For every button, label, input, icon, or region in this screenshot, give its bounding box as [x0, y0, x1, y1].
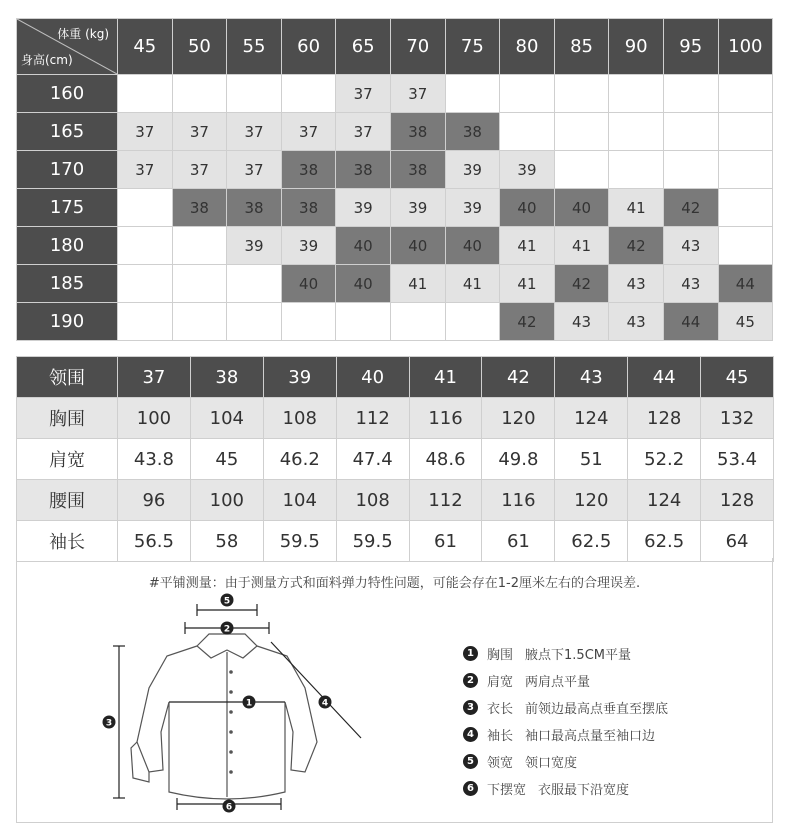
measurement-value: 112	[336, 398, 409, 439]
legend-name: 领宽	[487, 756, 514, 771]
measurement-value: 124	[628, 480, 701, 521]
measurement-value: 120	[482, 398, 555, 439]
collar-size-header: 43	[555, 357, 628, 398]
measurement-markers	[103, 594, 332, 813]
legend-name: 胸围	[487, 648, 514, 663]
legend-item	[463, 748, 668, 775]
size-cell: 44	[718, 265, 773, 303]
measurement-label: 胸围	[17, 398, 118, 439]
shirt-diagram	[97, 592, 387, 818]
weight-header: 90	[609, 19, 664, 75]
size-cell: 40	[281, 265, 336, 303]
legend-item	[463, 667, 668, 694]
size-cell: 43	[663, 265, 718, 303]
height-axis-label: 身高(cm)	[21, 53, 73, 67]
legend-number: 6	[463, 781, 478, 796]
size-cell: 37	[118, 151, 173, 189]
collar-size-header: 39	[263, 357, 336, 398]
measurement-value: 46.2	[263, 439, 336, 480]
measurement-value: 52.2	[628, 439, 701, 480]
marker-shoulder-width	[221, 622, 234, 635]
size-cell: 37	[172, 151, 227, 189]
size-cell: 44	[663, 303, 718, 341]
legend-description: 前领边最高点垂直至摆底	[525, 702, 669, 717]
size-cell: 39	[336, 189, 391, 227]
size-cell: 37	[227, 113, 282, 151]
legend-number: 3	[463, 700, 478, 715]
marker-chest	[243, 696, 256, 709]
size-lookup-corner-cell	[17, 19, 118, 75]
size-cell	[663, 113, 718, 151]
size-cell	[718, 189, 773, 227]
marker-label: 4	[321, 698, 329, 709]
marker-label: 3	[105, 718, 113, 729]
measurement-value: 104	[190, 398, 263, 439]
size-cell	[118, 227, 173, 265]
size-cell	[172, 265, 227, 303]
size-cell: 41	[445, 265, 500, 303]
marker-sleeve	[319, 696, 332, 709]
size-cell: 37	[281, 113, 336, 151]
size-cell	[390, 303, 445, 341]
measurement-body	[17, 398, 774, 562]
size-cell	[118, 265, 173, 303]
size-cell: 41	[390, 265, 445, 303]
shirt-outline	[131, 634, 317, 799]
weight-header: 85	[554, 19, 609, 75]
measurement-row	[17, 398, 774, 439]
marker-length	[103, 716, 116, 729]
size-cell: 39	[445, 151, 500, 189]
size-cell: 37	[227, 151, 282, 189]
legend-description: 袖口最高点量至袖口边	[525, 729, 656, 744]
size-cell: 43	[609, 265, 664, 303]
measurement-value: 48.6	[409, 439, 482, 480]
size-cell: 38	[445, 113, 500, 151]
measurement-label: 肩宽	[17, 439, 118, 480]
measurement-label: 袖长	[17, 521, 118, 562]
size-cell: 39	[227, 227, 282, 265]
size-cell: 42	[609, 227, 664, 265]
size-cell	[118, 189, 173, 227]
size-cell: 37	[336, 75, 391, 113]
collar-size-header: 40	[336, 357, 409, 398]
measurement-value: 62.5	[628, 521, 701, 562]
legend-name: 袖长	[487, 729, 514, 744]
collar-size-header: 44	[628, 357, 701, 398]
measurement-value: 112	[409, 480, 482, 521]
size-cell: 39	[445, 189, 500, 227]
collar-size-header: 45	[701, 357, 774, 398]
legend-description: 领口宽度	[525, 756, 578, 771]
size-lookup-row	[17, 113, 773, 151]
size-cell	[500, 113, 555, 151]
measurement-value: 108	[336, 480, 409, 521]
measurement-header-row	[17, 357, 774, 398]
size-lookup-row	[17, 151, 773, 189]
size-cell	[172, 75, 227, 113]
measurement-value: 128	[701, 480, 774, 521]
measurement-value: 43.8	[118, 439, 191, 480]
collar-label: 领围	[17, 357, 118, 398]
size-cell: 42	[500, 303, 555, 341]
measurement-value: 56.5	[118, 521, 191, 562]
collar-size-header: 42	[482, 357, 555, 398]
height-header: 180	[17, 227, 118, 265]
legend-item	[463, 694, 668, 721]
shirt-buttons	[229, 670, 233, 774]
measurement-value: 51	[555, 439, 628, 480]
measurement-value: 116	[409, 398, 482, 439]
size-cell: 43	[609, 303, 664, 341]
weight-header: 70	[390, 19, 445, 75]
size-cell: 41	[554, 227, 609, 265]
legend-description: 衣服最下沿宽度	[538, 783, 630, 798]
size-cell	[609, 75, 664, 113]
size-cell: 40	[445, 227, 500, 265]
measurement-row	[17, 480, 774, 521]
weight-header: 75	[445, 19, 500, 75]
size-lookup-table	[16, 18, 773, 341]
measurement-value: 124	[555, 398, 628, 439]
measurement-value: 59.5	[263, 521, 336, 562]
measurement-value: 116	[482, 480, 555, 521]
size-cell	[172, 227, 227, 265]
legend-number: 5	[463, 754, 478, 769]
size-cell	[227, 75, 282, 113]
measurement-value: 108	[263, 398, 336, 439]
weight-header: 100	[718, 19, 773, 75]
height-header: 190	[17, 303, 118, 341]
measurement-note: #平铺测量：由于测量方式和面料弹力特性问题，可能会存在1-2厘米左右的合理误差.	[148, 576, 641, 591]
legend-name: 衣长	[487, 702, 514, 717]
marker-hem-width	[223, 800, 236, 813]
size-cell: 42	[663, 189, 718, 227]
size-lookup-row	[17, 265, 773, 303]
measurement-value: 47.4	[336, 439, 409, 480]
measurement-table	[16, 356, 774, 562]
marker-label: 6	[225, 802, 233, 813]
size-cell	[718, 113, 773, 151]
legend-description: 两肩点平量	[525, 675, 591, 690]
marker-collar-width	[221, 594, 234, 607]
weight-header: 80	[500, 19, 555, 75]
height-header: 160	[17, 75, 118, 113]
measurement-row	[17, 521, 774, 562]
height-header: 170	[17, 151, 118, 189]
height-header: 185	[17, 265, 118, 303]
size-cell: 38	[390, 151, 445, 189]
weight-header: 60	[281, 19, 336, 75]
weight-header: 65	[336, 19, 391, 75]
size-cell	[281, 303, 336, 341]
size-cell: 41	[609, 189, 664, 227]
size-cell	[609, 151, 664, 189]
size-cell: 40	[336, 227, 391, 265]
height-header: 165	[17, 113, 118, 151]
size-lookup-row	[17, 189, 773, 227]
size-cell: 43	[663, 227, 718, 265]
size-cell	[609, 113, 664, 151]
legend-item	[463, 721, 668, 748]
legend-item	[463, 640, 668, 667]
size-cell: 40	[500, 189, 555, 227]
measurement-value: 104	[263, 480, 336, 521]
measurement-value: 61	[482, 521, 555, 562]
measurement-label: 腰围	[17, 480, 118, 521]
measurement-value: 61	[409, 521, 482, 562]
marker-label: 5	[223, 596, 231, 607]
size-cell	[118, 303, 173, 341]
measurement-value: 64	[701, 521, 774, 562]
size-cell: 40	[390, 227, 445, 265]
size-lookup-header-row	[17, 19, 773, 75]
measurement-value: 100	[118, 398, 191, 439]
legend-name: 肩宽	[487, 675, 514, 690]
measurement-value: 120	[555, 480, 628, 521]
measurement-row	[17, 439, 774, 480]
size-cell: 38	[336, 151, 391, 189]
size-cell: 37	[172, 113, 227, 151]
size-cell	[554, 113, 609, 151]
measurement-legend	[463, 640, 668, 802]
measurement-value: 59.5	[336, 521, 409, 562]
size-cell	[227, 303, 282, 341]
size-cell: 39	[500, 151, 555, 189]
size-cell	[172, 303, 227, 341]
size-cell: 41	[500, 227, 555, 265]
size-lookup-row	[17, 303, 773, 341]
size-cell: 38	[227, 189, 282, 227]
weight-header: 95	[663, 19, 718, 75]
legend-number: 4	[463, 727, 478, 742]
measurement-guide	[16, 558, 773, 823]
size-cell	[227, 265, 282, 303]
size-cell	[281, 75, 336, 113]
collar-size-header: 37	[118, 357, 191, 398]
legend-number: 1	[463, 646, 478, 661]
weight-axis-label: 体重 (kg)	[57, 27, 109, 41]
size-cell: 40	[554, 189, 609, 227]
size-cell: 45	[718, 303, 773, 341]
size-cell	[336, 303, 391, 341]
size-cell	[718, 75, 773, 113]
measurement-value: 132	[701, 398, 774, 439]
weight-header: 55	[227, 19, 282, 75]
size-lookup-row	[17, 227, 773, 265]
weight-header: 45	[118, 19, 173, 75]
size-cell	[554, 151, 609, 189]
size-cell	[554, 75, 609, 113]
measurement-value: 128	[628, 398, 701, 439]
weight-header: 50	[172, 19, 227, 75]
size-cell: 38	[281, 151, 336, 189]
measurement-value: 49.8	[482, 439, 555, 480]
size-cell	[445, 303, 500, 341]
size-cell	[118, 75, 173, 113]
size-cell: 37	[118, 113, 173, 151]
size-lookup-body	[17, 75, 773, 341]
size-lookup-row	[17, 75, 773, 113]
legend-number: 2	[463, 673, 478, 688]
size-cell	[663, 151, 718, 189]
measurement-value: 53.4	[701, 439, 774, 480]
legend-item	[463, 775, 668, 802]
size-cell: 39	[390, 189, 445, 227]
size-cell	[663, 75, 718, 113]
size-cell: 40	[336, 265, 391, 303]
marker-label: 1	[245, 698, 253, 709]
measurement-value: 96	[118, 480, 191, 521]
height-header: 175	[17, 189, 118, 227]
size-cell	[445, 75, 500, 113]
size-cell: 38	[390, 113, 445, 151]
measurement-value: 100	[190, 480, 263, 521]
marker-label: 2	[223, 624, 231, 635]
size-cell: 41	[500, 265, 555, 303]
size-cell	[500, 75, 555, 113]
measurement-value: 45	[190, 439, 263, 480]
size-cell: 43	[554, 303, 609, 341]
size-cell: 42	[554, 265, 609, 303]
measurement-value: 58	[190, 521, 263, 562]
size-cell	[718, 227, 773, 265]
size-cell: 37	[390, 75, 445, 113]
legend-name: 下摆宽	[487, 783, 527, 798]
size-cell: 39	[281, 227, 336, 265]
measurement-value: 62.5	[555, 521, 628, 562]
legend-description: 腋点下1.5CM平量	[525, 648, 631, 663]
size-cell: 37	[336, 113, 391, 151]
size-cell	[718, 151, 773, 189]
size-cell: 38	[281, 189, 336, 227]
size-cell: 38	[172, 189, 227, 227]
collar-size-header: 41	[409, 357, 482, 398]
collar-size-header: 38	[190, 357, 263, 398]
